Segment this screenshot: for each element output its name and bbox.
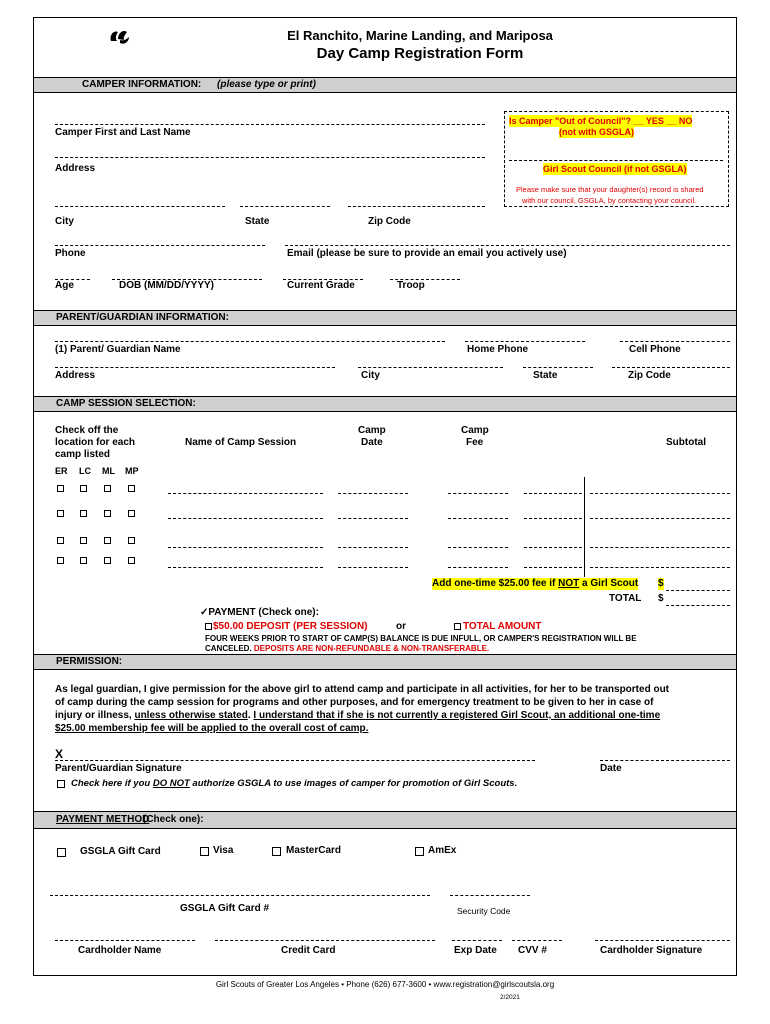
session-name-line-4[interactable]: [168, 567, 323, 568]
phone-line[interactable]: [55, 245, 265, 246]
trefoil-logo-icon: [108, 27, 132, 47]
parent-state-line[interactable]: [523, 367, 593, 368]
address-line[interactable]: [55, 157, 485, 158]
phone-label: Phone: [55, 248, 86, 259]
email-label: Email (please be sure to provide an email you actively use): [287, 248, 567, 259]
council-line[interactable]: [509, 160, 723, 161]
state-line[interactable]: [240, 206, 330, 207]
city-line[interactable]: [55, 206, 225, 207]
subtotal-header: Subtotal: [666, 437, 706, 448]
visa-checkbox[interactable]: [200, 847, 209, 856]
cell-phone-line[interactable]: [620, 341, 730, 342]
cvv-line[interactable]: [512, 940, 562, 941]
session-date-line-1[interactable]: [338, 493, 408, 494]
permission-unless: unless otherwise stated: [134, 710, 248, 721]
subtotal-divider: [584, 477, 585, 577]
loc-code-er: ER: [55, 466, 68, 476]
parent-section-title: PARENT/GUARDIAN INFORMATION:: [56, 312, 229, 323]
permission-text-1: As legal guardian, I give permission for the above girl to attend camp and participate in all activities, for her to be transported out: [55, 684, 670, 695]
images-optout-text: Check here if you: [71, 778, 153, 789]
camper-name-label: Camper First and Last Name: [55, 127, 191, 138]
checkbox-mp-1[interactable]: [128, 485, 135, 492]
checkbox-ml-2[interactable]: [104, 510, 111, 517]
payment-section-subtitle: (Check one):: [143, 814, 204, 825]
checkbox-ml-4[interactable]: [104, 557, 111, 564]
check-instruction-3: camp listed: [55, 449, 111, 460]
permission-fee-note: I understand that if she is not currently a registered Girl Scout, an additional one-time: [253, 710, 661, 721]
payment-section-bar: [34, 811, 736, 829]
membership-fee-text-2: a Girl Scout: [579, 578, 639, 589]
amex-checkbox[interactable]: [415, 847, 424, 856]
signature-line[interactable]: [55, 760, 535, 761]
checkbox-er-4[interactable]: [57, 557, 64, 564]
city-label: City: [55, 216, 74, 227]
loc-code-ml: ML: [102, 466, 115, 476]
membership-fee-dollar: $: [658, 578, 664, 589]
images-optout-checkbox[interactable]: [57, 780, 65, 788]
checkbox-mp-3[interactable]: [128, 537, 135, 544]
session-fee-line-4[interactable]: [448, 567, 508, 568]
credit-card-line[interactable]: [215, 940, 435, 941]
loc-code-mp: MP: [125, 466, 139, 476]
permission-text-4: $25.00 membership fee will be applied to the overall cost of camp.: [55, 723, 369, 734]
mastercard-label: MasterCard: [286, 845, 342, 856]
visa-label: Visa: [213, 845, 234, 856]
payment-or: or: [396, 621, 406, 632]
balance-notice-canceled: CANCELED.: [205, 644, 254, 653]
cardholder-line[interactable]: [55, 940, 195, 941]
session-fee-line-3[interactable]: [448, 547, 508, 548]
cvv-label: CVV #: [518, 945, 547, 956]
parent-address-label: Address: [55, 370, 96, 381]
footer-contact: Girl Scouts of Greater Los Angeles • Phone (626) 677-3600 • www.registration@girlscoutsla.org: [215, 980, 555, 989]
cardholder-signature-line[interactable]: [595, 940, 730, 941]
parent-name-label: (1) Parent/ Guardian Name: [55, 344, 181, 355]
images-optout-not: DO NOT: [152, 778, 190, 789]
deposit-policy: DEPOSITS ARE NON-REFUNDABLE & NON-TRANSFERABLE.: [253, 644, 490, 653]
home-phone-line[interactable]: [465, 341, 585, 342]
session-date-line-2[interactable]: [338, 518, 408, 519]
loc-code-lc: LC: [79, 466, 91, 476]
council-label: Girl Scout Council (if not GSGLA): [543, 164, 687, 174]
images-optout-text-2: authorize GSGLA to use images of camper for promotion of Girl Scouts.: [189, 778, 518, 789]
check-instruction-1: Check off the: [55, 425, 119, 436]
camp-date-header-2: Date: [361, 437, 383, 448]
checkbox-er-2[interactable]: [57, 510, 64, 517]
permission-section-title: PERMISSION:: [56, 656, 123, 667]
checkbox-mp-4[interactable]: [128, 557, 135, 564]
age-label: Age: [55, 280, 74, 291]
cell-phone-label: Cell Phone: [629, 344, 681, 355]
total-amount-label: TOTAL AMOUNT: [463, 621, 542, 632]
total-line[interactable]: [666, 605, 730, 606]
camper-section-title: CAMPER INFORMATION:: [82, 79, 202, 90]
session-fee-line-2[interactable]: [448, 518, 508, 519]
permission-text-3: [55, 710, 660, 722]
parent-address-line[interactable]: [55, 367, 335, 368]
camper-section-bar: [34, 77, 736, 93]
grade-label: Current Grade: [287, 280, 355, 291]
zip-line[interactable]: [348, 206, 485, 207]
checkbox-ml-3[interactable]: [104, 537, 111, 544]
parent-zip-line[interactable]: [612, 367, 730, 368]
permission-text-3a: injury or illness,: [55, 710, 135, 721]
checkbox-lc-4[interactable]: [80, 557, 87, 564]
gift-card-number-line[interactable]: [50, 895, 430, 896]
signature-x: X: [55, 747, 64, 761]
session-subtotal-line-3b[interactable]: [590, 547, 730, 548]
session-date-line-3[interactable]: [338, 547, 408, 548]
permission-text-3c: .: [247, 710, 254, 721]
camp-fee-header-2: Fee: [466, 437, 484, 448]
email-line[interactable]: [285, 245, 730, 246]
payment-check-label: ✓PAYMENT (Check one):: [200, 607, 319, 618]
deposit-label: $50.00 DEPOSIT (PER SESSION): [213, 621, 368, 632]
session-date-line-4[interactable]: [338, 567, 408, 568]
session-subtotal-line-1a[interactable]: [524, 493, 582, 494]
parent-city-line[interactable]: [358, 367, 503, 368]
gift-card-label: GSGLA Gift Card: [80, 846, 161, 857]
membership-fee-text: Add one-time $25.00 fee if: [432, 578, 559, 589]
cardholder-signature-label: Cardholder Signature: [600, 945, 703, 956]
form-title-line2: Day Camp Registration Form: [316, 45, 524, 62]
security-code-line[interactable]: [450, 895, 530, 896]
checkbox-er-3[interactable]: [57, 537, 64, 544]
checkbox-lc-3[interactable]: [80, 537, 87, 544]
images-optout-label: [71, 778, 517, 790]
council-note-2: with our council, GSGLA, by contacting your council.: [522, 196, 697, 205]
signature-date-label: Date: [600, 763, 622, 774]
session-subtotal-line-2a[interactable]: [524, 518, 582, 519]
out-of-council-question: Is Camper "Out of Council"? __ YES __ NO: [509, 116, 693, 126]
home-phone-label: Home Phone: [467, 344, 529, 355]
permission-text-2: of camp during the camp session for programs and other purposes, and for emergency treatment to be given to her in case of: [55, 697, 654, 708]
parent-city-label: City: [361, 370, 380, 381]
form-title-line1: El Ranchito, Marine Landing, and Mariposa: [287, 28, 553, 43]
exp-date-label: Exp Date: [454, 945, 497, 956]
session-section-bar: [34, 396, 736, 412]
session-name-line-1[interactable]: [168, 493, 323, 494]
mastercard-checkbox[interactable]: [272, 847, 281, 856]
council-note-1: Please make sure that your daughter(s) record is shared: [516, 185, 704, 194]
total-dollar: $: [658, 593, 664, 604]
check-instruction-2: location for each: [55, 437, 136, 448]
gift-card-number-label: GSGLA Gift Card #: [180, 903, 270, 914]
camper-name-line[interactable]: [55, 124, 485, 125]
parent-section-bar: [34, 310, 736, 326]
session-subtotal-line-2b[interactable]: [590, 518, 730, 519]
balance-notice-1: FOUR WEEKS PRIOR TO START OF CAMP(S) BALANCE IS DUE INFULL, OR CAMPER'S REGISTRATION WILL BE: [205, 634, 637, 643]
parent-state-label: State: [533, 370, 558, 381]
zip-label: Zip Code: [368, 216, 411, 227]
payment-section-title: PAYMENT METHOD: [56, 814, 150, 825]
address-label: Address: [55, 163, 96, 174]
checkbox-lc-1[interactable]: [80, 485, 87, 492]
session-name-header: Name of Camp Session: [185, 437, 297, 448]
permission-section-bar: [34, 654, 736, 670]
membership-fee-note: [432, 578, 638, 590]
dob-label: DOB (MM/DD/YYYY): [119, 280, 214, 291]
credit-card-label: Credit Card: [281, 945, 336, 956]
camper-section-subtitle: (please type or print): [217, 79, 316, 90]
footer-date: 2/2021: [500, 994, 520, 1001]
amex-label: AmEx: [428, 845, 457, 856]
session-name-line-3[interactable]: [168, 547, 323, 548]
gift-card-checkbox[interactable]: [57, 848, 66, 857]
exp-date-line[interactable]: [452, 940, 502, 941]
camp-date-header-1: Camp: [358, 425, 386, 436]
session-subtotal-line-1b[interactable]: [590, 493, 730, 494]
total-label: TOTAL: [609, 593, 642, 604]
camp-fee-header-1: Camp: [461, 425, 489, 436]
session-fee-line-1[interactable]: [448, 493, 508, 494]
total-amount-checkbox[interactable]: [454, 623, 461, 630]
checkbox-er-1[interactable]: [57, 485, 64, 492]
out-of-council-sub: (not with GSGLA): [559, 127, 634, 137]
cardholder-name-label: Cardholder Name: [78, 945, 162, 956]
signature-label: Parent/Guardian Signature: [55, 763, 182, 774]
signature-date-line[interactable]: [600, 760, 730, 761]
membership-fee-line[interactable]: [666, 590, 730, 591]
membership-fee-not: NOT: [558, 578, 580, 589]
session-subtotal-line-3a[interactable]: [524, 547, 582, 548]
deposit-checkbox[interactable]: [205, 623, 212, 630]
session-subtotal-line-4a[interactable]: [524, 567, 582, 568]
parent-zip-label: Zip Code: [628, 370, 671, 381]
session-section-title: CAMP SESSION SELECTION:: [56, 398, 196, 409]
security-code-label: Security Code: [457, 906, 511, 916]
parent-name-line[interactable]: [55, 341, 445, 342]
checkbox-lc-2[interactable]: [80, 510, 87, 517]
checkbox-ml-1[interactable]: [104, 485, 111, 492]
checkbox-mp-2[interactable]: [128, 510, 135, 517]
session-subtotal-line-4b[interactable]: [590, 567, 730, 568]
troop-label: Troop: [397, 280, 425, 291]
session-name-line-2[interactable]: [168, 518, 323, 519]
state-label: State: [245, 216, 270, 227]
